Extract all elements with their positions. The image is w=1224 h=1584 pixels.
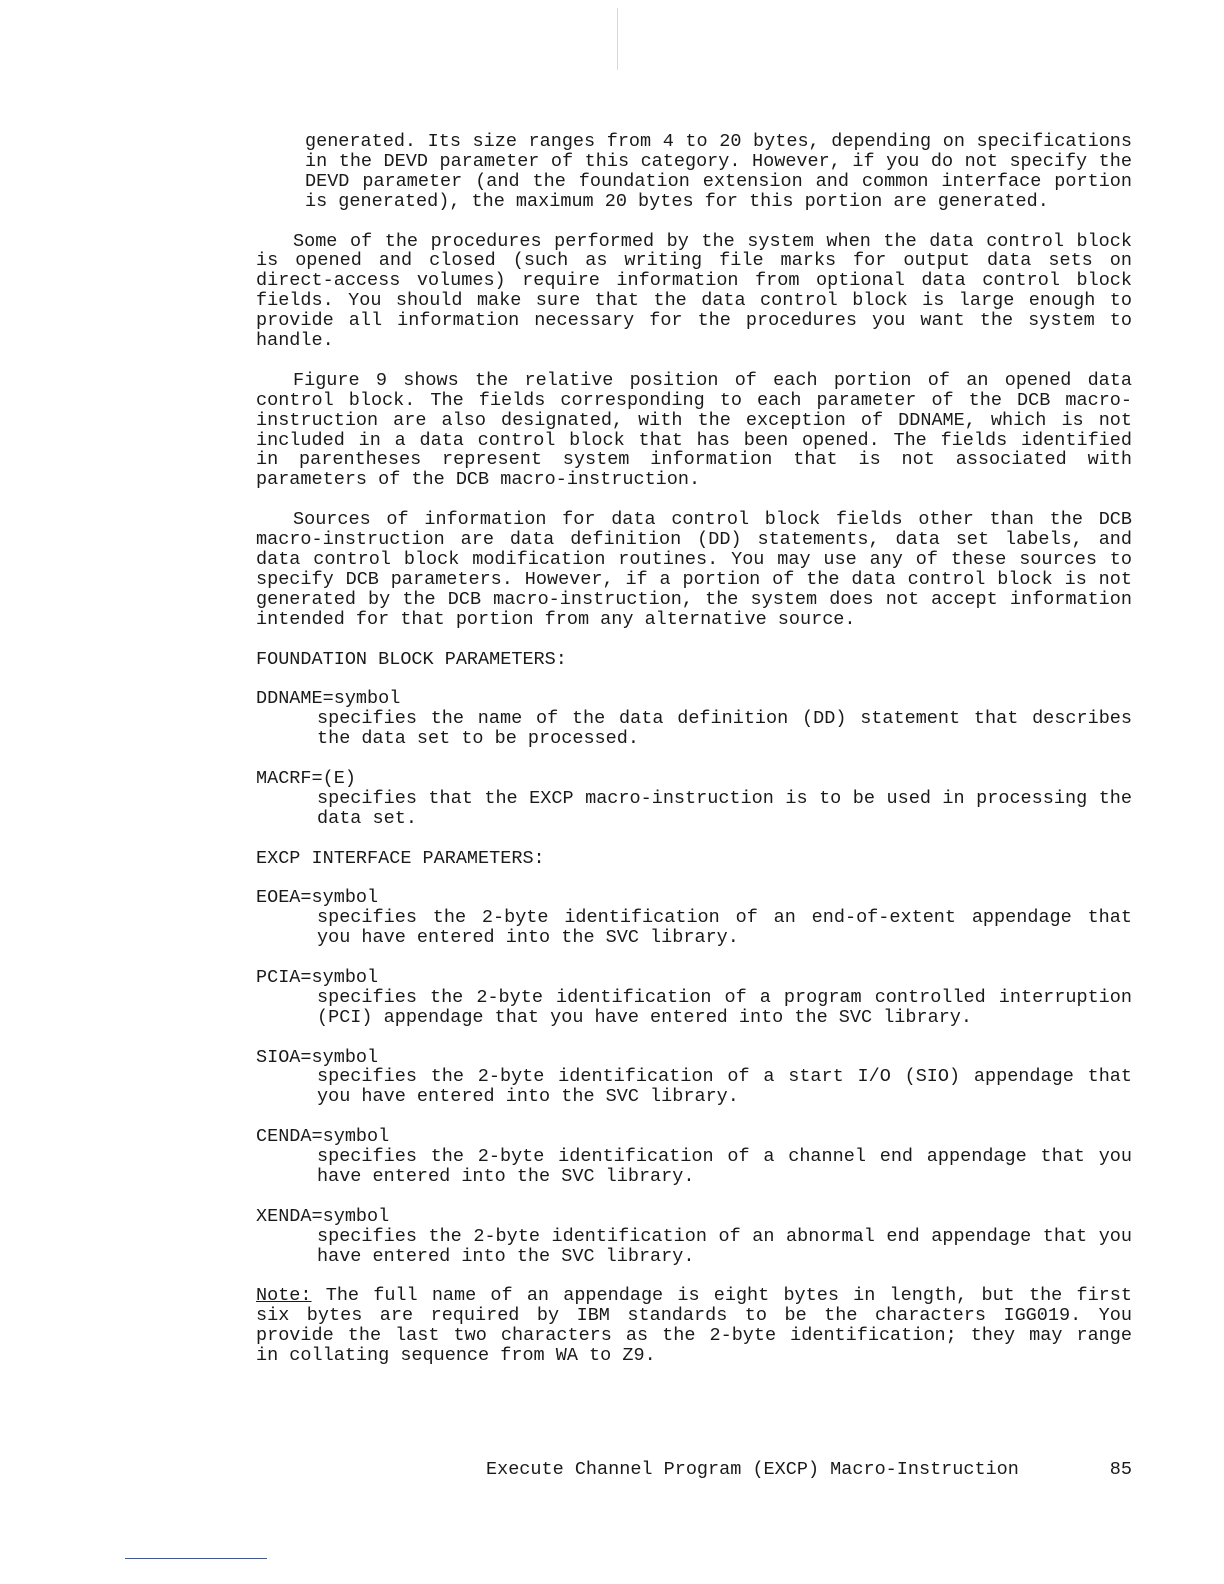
param-entry: [256, 1127, 1132, 1187]
param-entry: [256, 1207, 1132, 1267]
param-entry: [256, 769, 1132, 829]
param-description: specifies that the EXCP macro-instruction is to be used in processing the data set.: [317, 787, 1132, 829]
param-description: specifies the 2-byte identification of an abnormal end appendage that you have entered into the SVC library.: [317, 1225, 1132, 1267]
bottom-rule: [125, 1558, 267, 1559]
param-name: PCIA=symbol: [256, 966, 379, 988]
footer-title: Execute Channel Program (EXCP) Macro-Instruction: [486, 1459, 1019, 1480]
paragraph-sources: Sources of information for data control block fields other than the DCB macro-instruction are data definition (DD) statements, data set labels, and data control block modification routines. You may use any of these sources to specify DCB parameters. However, if a portion of the data control block is not generated by the DCB macro-instruction, the system does not accept information intended for that portion from any alternative source.: [256, 509, 1132, 630]
page-number: 85: [1109, 1459, 1132, 1480]
param-description: specifies the name of the data definition (DD) statement that describes the data set to be processed.: [317, 708, 1132, 750]
param-name: MACRF=(E): [256, 767, 356, 789]
note-text: The full name of an appendage is eight bytes in length, but the first six bytes are required by IBM standards to be the characters IGG019. You provide the last two characters as the 2-byte identification; they may range in collating sequence from WA to Z9.: [256, 1285, 1132, 1367]
scan-mark: [617, 8, 618, 70]
note-paragraph: [256, 1286, 1132, 1366]
param-name: DDNAME=symbol: [256, 688, 401, 710]
paragraph-data-control-procedures: Some of the procedures performed by the system when the data control block is opened and closed (such as writing file marks for output data sets on direct-access volumes) require information from optional data control block fields. You should make sure that the data control block is large enough to provide all information necessary for the procedures you want the system to handle.: [256, 230, 1132, 352]
excp-heading: EXCP INTERFACE PARAMETERS:: [256, 847, 545, 869]
param-entry: [256, 968, 1132, 1028]
param-entry: [256, 689, 1132, 749]
param-name: SIOA=symbol: [256, 1046, 379, 1068]
param-entry: [256, 888, 1132, 948]
param-description: specifies the 2-byte identification of a start I/O (SIO) appendage that you have entered into the SVC library.: [317, 1066, 1132, 1108]
document-body: [256, 132, 1132, 1386]
note-label: Note:: [256, 1285, 312, 1307]
param-entry: [256, 1048, 1132, 1108]
param-description: specifies the 2-byte identification of an end-of-extent appendage that you have entered into the SVC library.: [317, 907, 1132, 949]
param-name: CENDA=symbol: [256, 1126, 390, 1148]
continuation-paragraph: generated. Its size ranges from 4 to 20 bytes, depending on specifications in the DEVD parameter of this category. However, if you do not specify the DEVD parameter (and the foundation extension and common interface portion is generated), the maximum 20 bytes for this portion are generated.: [305, 131, 1132, 212]
param-name: XENDA=symbol: [256, 1205, 390, 1227]
paragraph-figure-9: Figure 9 shows the relative position of each portion of an opened data control block. The fields corresponding to each parameter of the DCB macro-instruction are also designated, with the exception of DDNAME, which is not included in a data control block that has been opened. The fields identified in parentheses represent system information that is not associated with parameters of the DCB macro-instruction.: [256, 369, 1132, 491]
foundation-heading: FOUNDATION BLOCK PARAMETERS:: [256, 648, 567, 670]
param-name: EOEA=symbol: [256, 887, 379, 909]
page-footer: [486, 1460, 1132, 1480]
param-description: specifies the 2-byte identification of a program controlled interruption (PCI) appendage that you have entered into the SVC library.: [317, 986, 1132, 1028]
param-description: specifies the 2-byte identification of a channel end appendage that you have entered into the SVC library.: [317, 1146, 1132, 1187]
